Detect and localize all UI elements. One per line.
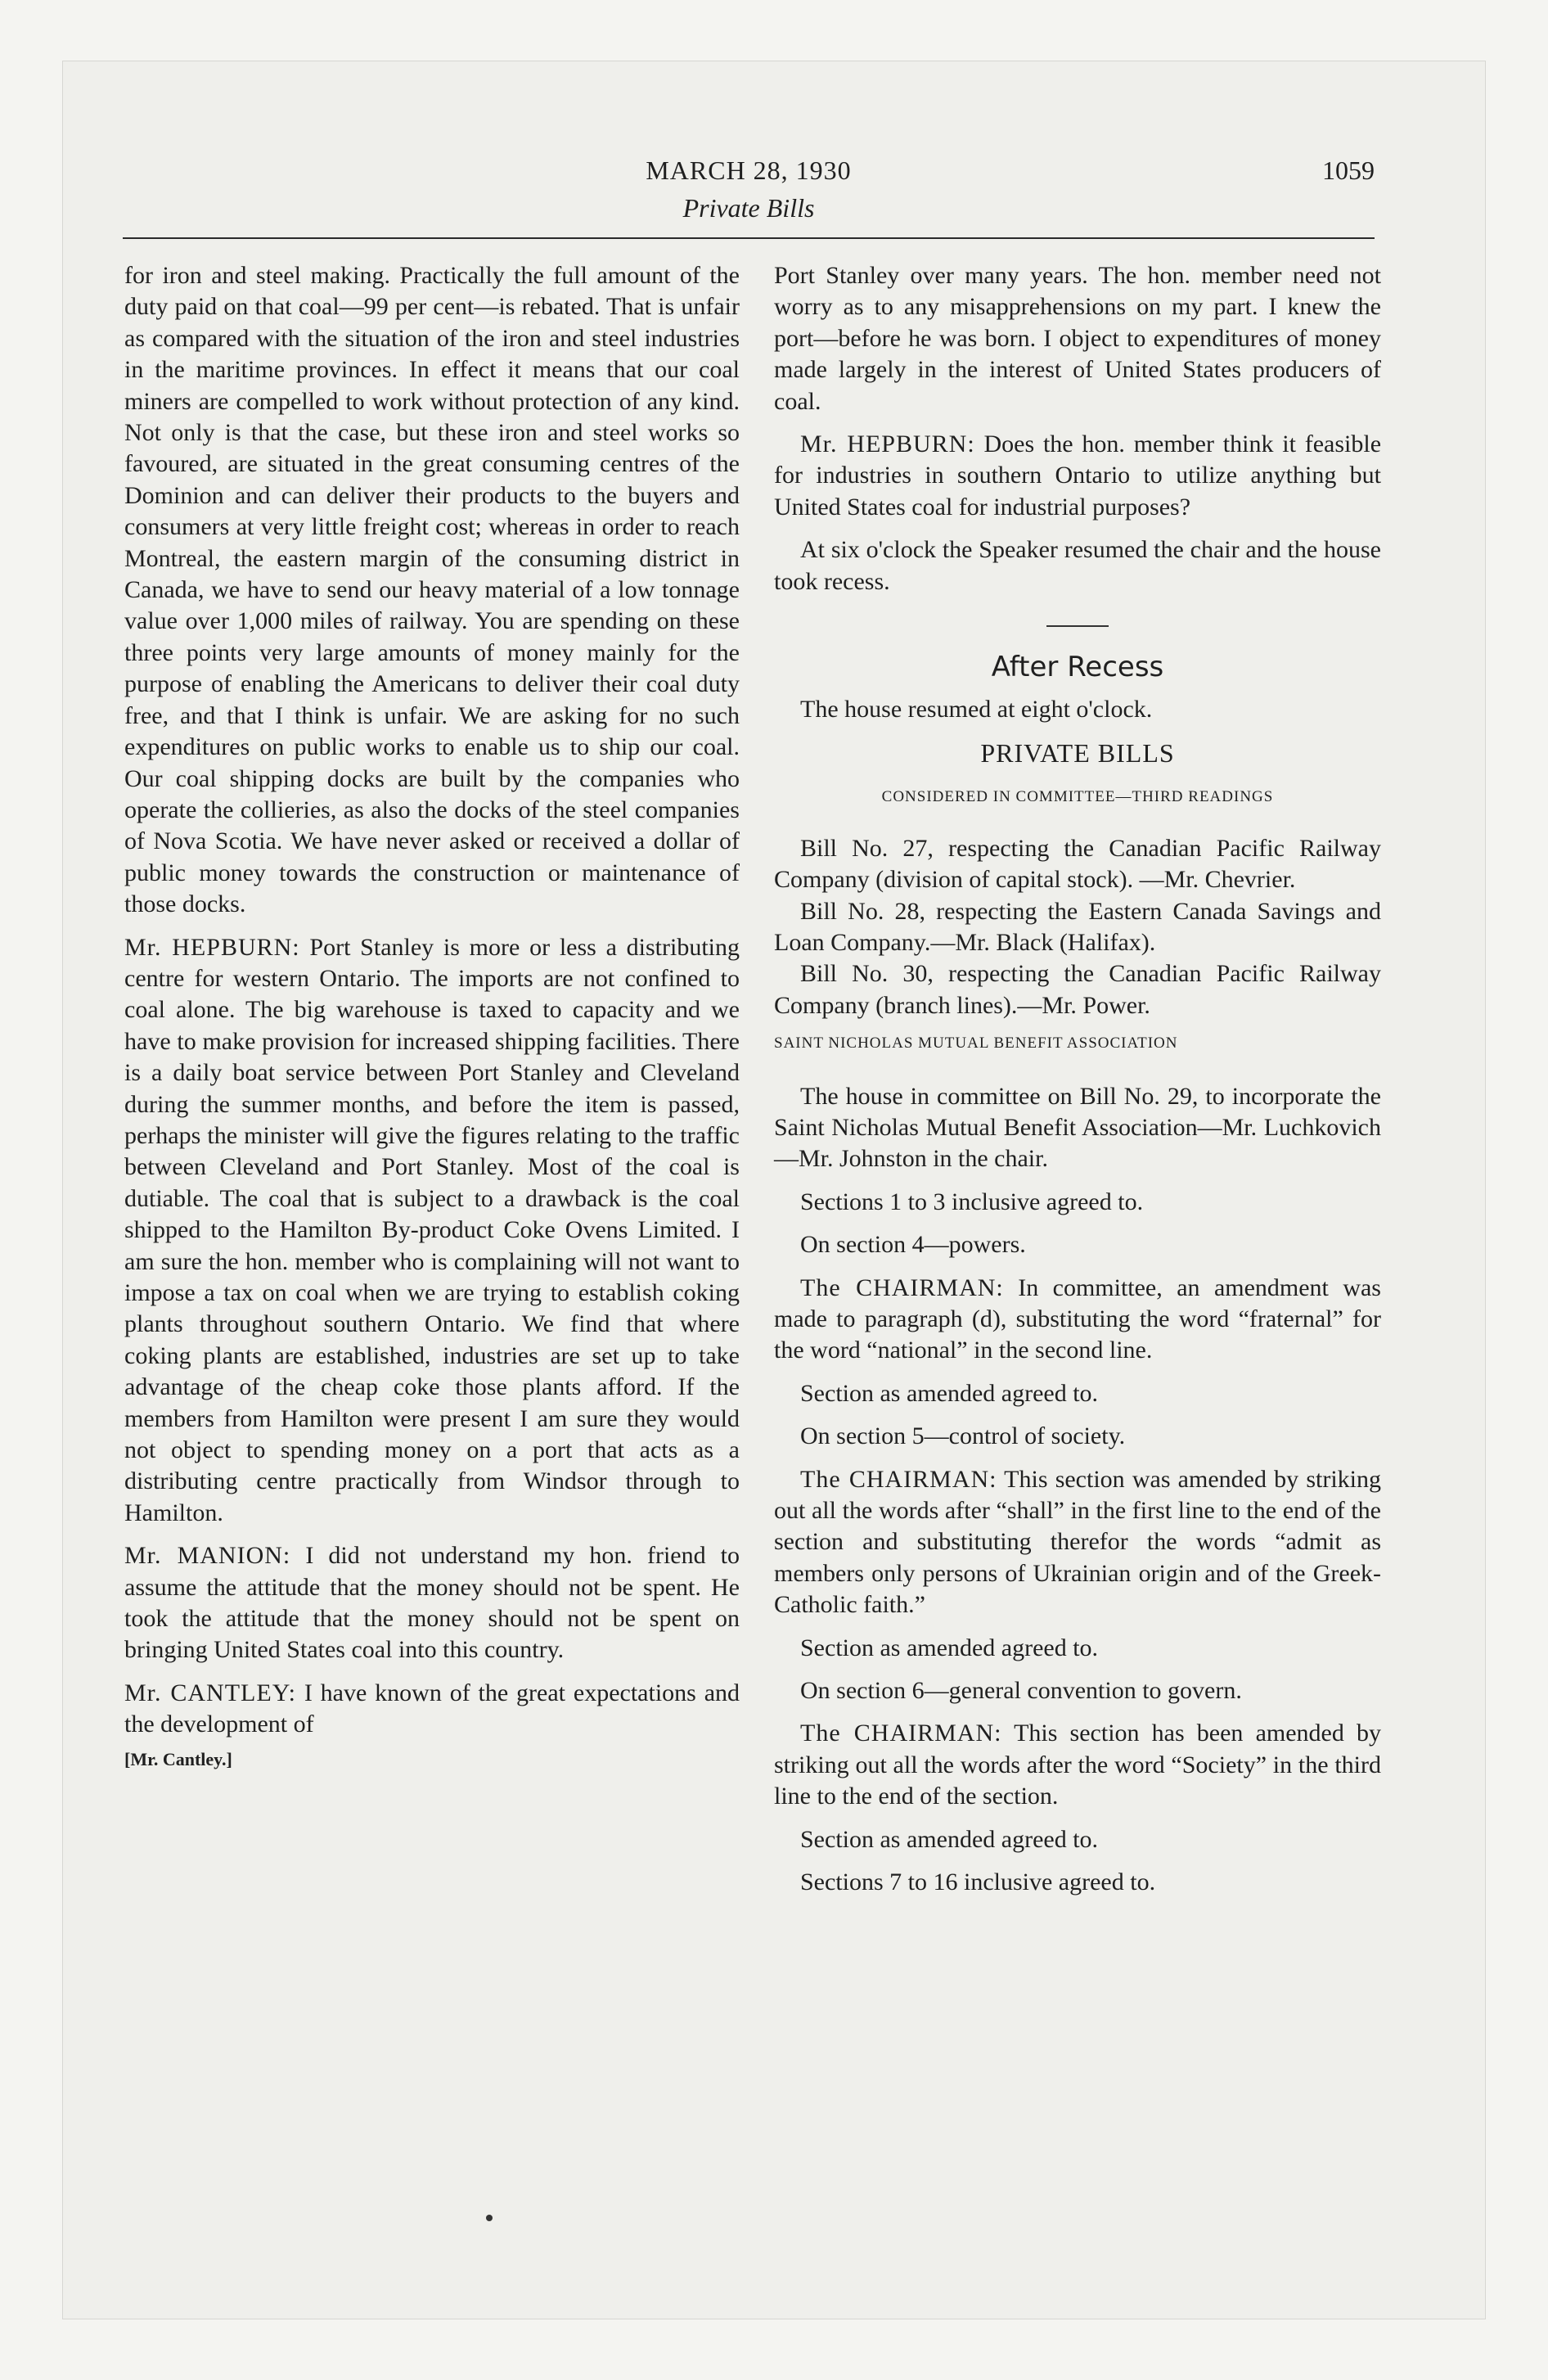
paragraph: The house resumed at eight o'clock. xyxy=(800,696,1153,723)
subheading-third-readings: CONSIDERED IN COMMITTEE—THIRD READINGS xyxy=(881,788,1274,806)
bill-entry: Bill No. 30, respecting the Canadian Pacific Railway Company (branch lines).—Mr. Power. xyxy=(774,960,1381,1019)
paragraph: Section as amended agreed to. xyxy=(800,1379,1099,1407)
speaker-name: Mr. HEPBURN: xyxy=(124,933,300,961)
paragraph: for iron and steel making. Practically the full amount of the duty paid on that coal—99 per cent—is rebated. That is unfair as compared with the situation of the iron and steel industries in the maritime provinces. In effect it means that our coal miners are compelled to work without protection of any kind. Not only is that the case, but these iron and steel works so favoured, are situated in the great consuming centres of the Dominion and can deliver their products to the buyers and consumers at very little freight cost; whereas in order to reach Montreal, the eastern margin of the consuming district in Canada, we have to send our heavy material of a low tonnage value over 1,000 miles of railway. You are spending on these three points very large amounts of money mainly for the purpose of enabling the Americans to deliver their coal duty free, and that I think is unfair. We are asking for no such expenditures on public works to enable us to ship our coal. Our coal shipping docks are built by the companies who operate the collieries, as also the docks of the steel companies of Nova Scotia. We have never asked or received a dollar of public money towards the construction or maintenance of those docks. xyxy=(124,262,740,918)
footer-note: [Mr. Cantley.] xyxy=(124,1748,232,1769)
paragraph xyxy=(124,1678,740,1741)
printer-dot xyxy=(486,2215,493,2221)
speaker-name: The CHAIRMAN: xyxy=(800,1465,997,1493)
paragraph: On section 5—control of society. xyxy=(800,1422,1126,1450)
speech-text: In committee, an amendment was made to paragraph (d), substituting the word “fraternal” for the word “national” in the second line. xyxy=(774,1273,1381,1364)
paragraph: Section as amended agreed to. xyxy=(800,1825,1099,1853)
paragraph: The house in committee on Bill No. 29, to incorporate the Saint Nicholas Mutual Benefit Association—Mr. Luchkovich—Mr. Johnston in the chair. xyxy=(774,1082,1381,1173)
section-divider xyxy=(1046,625,1109,627)
paragraph xyxy=(774,1718,1381,1812)
paragraph: Section as amended agreed to. xyxy=(800,1634,1099,1661)
page-number: 1059 xyxy=(1322,156,1375,185)
speech-text: I did not understand my hon. friend to assume the attitude that the money should not be spent. He took the attitude that the money should not be spent on bringing United States coal into this country. xyxy=(124,1542,740,1664)
section-title: Private Bills xyxy=(682,193,815,223)
speech-text: I have known of the great expectations and the development of xyxy=(124,1679,740,1738)
paragraph xyxy=(774,1273,1381,1367)
speech-text: This section has been amended by striking out all the words after the word “Society” in the third line to the end of the section. xyxy=(774,1720,1381,1810)
speaker-name: Mr. MANION: xyxy=(124,1542,291,1570)
paragraph: Sections 7 to 16 inclusive agreed to. xyxy=(800,1868,1156,1896)
page-header xyxy=(123,156,1375,246)
heading-after-recess: After Recess xyxy=(991,651,1164,684)
subheading-saint-nicholas: SAINT NICHOLAS MUTUAL BENEFIT ASSOCIATION xyxy=(774,1034,1178,1053)
header-date: MARCH 28, 1930 xyxy=(646,156,852,185)
speaker-name: The CHAIRMAN: xyxy=(800,1273,1004,1301)
bill-entry: Bill No. 28, respecting the Eastern Canada Savings and Loan Company.—Mr. Black (Halifax). xyxy=(774,897,1381,956)
paragraph xyxy=(124,932,740,1530)
heading-private-bills: PRIVATE BILLS xyxy=(980,737,1175,768)
paragraph: On section 6—general convention to govern. xyxy=(800,1677,1242,1705)
speaker-name: Mr. HEPBURN: xyxy=(800,430,975,458)
paragraph xyxy=(124,1540,740,1666)
paragraph xyxy=(774,1464,1381,1621)
right-column xyxy=(774,260,1381,1909)
speech-text: Does the hon. member think it feasible for industries in southern Ontario to utilize anything but United States coal for industrial purposes? xyxy=(774,430,1382,521)
header-rule xyxy=(123,237,1375,239)
paragraph: Port Stanley over many years. The hon. member need not worry as to any misapprehensions on my part. I knew the port—before he was born. I object to expenditures of money made largely in the interest of United States producers of coal. xyxy=(774,262,1381,415)
speaker-name: The CHAIRMAN: xyxy=(800,1720,1002,1747)
speech-text: Port Stanley is more or less a distributing centre for western Ontario. The imports are not confined to coal alone. The big warehouse is taxed to capacity and we have to make provision for increased shipping facilities. There is a daily boat service between Port Stanley and Cleveland during the summer months, and before the item is passed, perhaps the minister will give the figures relating to the traffic between Cleveland and Port Stanley. Most of the coal is dutiable. The coal that is subject to a drawback is the coal shipped to the Hamilton By-product Coke Ovens Limited. I am sure the hon. member who is complaining will not want to impose a tax on coal when we are trying to establish coking plants throughout southern Ontario. We find that where coking plants are established, industries are set up to take advantage of the cheap coke those plants afford. If the members from Hamilton were present I am sure they would not object to spending money on a port that acts as a distributing centre practically from Windsor through to Hamilton. xyxy=(124,933,740,1526)
paragraph: Sections 1 to 3 inclusive agreed to. xyxy=(800,1188,1144,1215)
speaker-name: Mr. CANTLEY: xyxy=(124,1679,296,1706)
paragraph: On section 4—powers. xyxy=(800,1231,1026,1259)
left-column xyxy=(124,260,740,1775)
bill-entry: Bill No. 27, respecting the Canadian Pacific Railway Company (division of capital stock). —Mr. Chevrier. xyxy=(774,834,1381,894)
paragraph xyxy=(774,429,1381,523)
speech-text: This section was amended by striking out all the words after “shall” in the first line to the end of the section and substituting therefor the words “admit as members only persons of Ukrainian origin and of the Greek-Catholic faith.” xyxy=(774,1465,1382,1619)
paragraph: At six o'clock the Speaker resumed the chair and the house took recess. xyxy=(774,536,1381,595)
